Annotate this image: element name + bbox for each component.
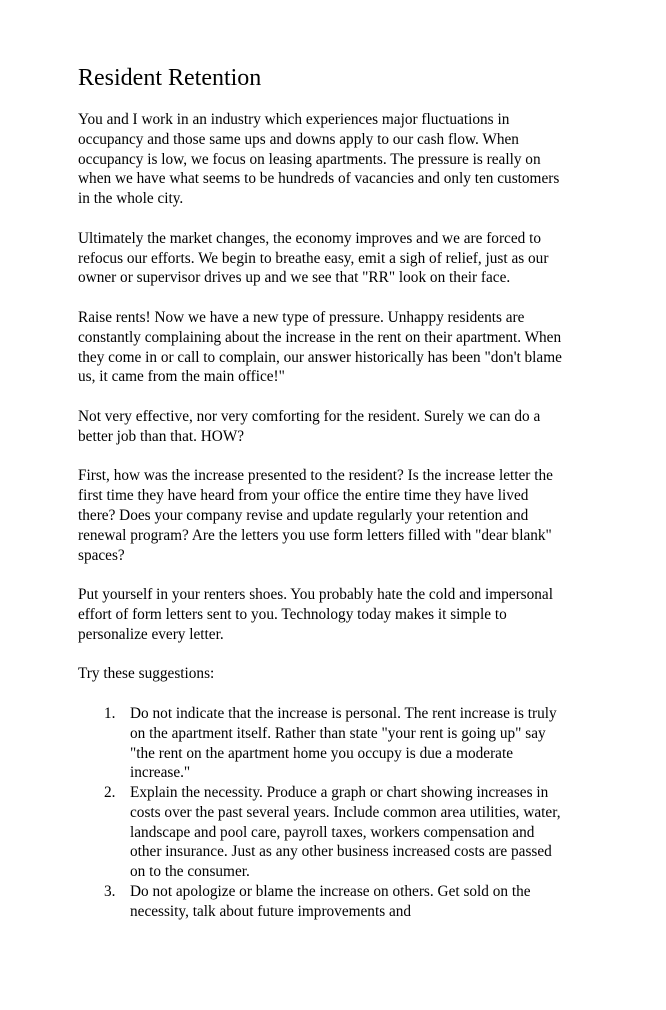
paragraph-not-effective: Not very effective, nor very comforting for the resident. Surely we can do a better job than that. HOW? [78,407,541,445]
list-item [78,704,568,783]
paragraph-try-suggestions: Try these suggestions: [78,665,215,683]
suggestions-list [78,704,568,922]
paragraph-raise-rents: Raise rents! Now we have a new type of pressure. Unhappy residents are constantly complaining about the increase in the rent on their apartment. When they come in or call to complain, our answer historically has been "don't blame us, it came from the main office!" [78,308,562,386]
list-item-number: 1. [104,704,116,722]
list-item [78,783,568,882]
document-page [78,62,568,922]
list-item-number: 3. [104,883,116,901]
list-item-number: 2. [104,784,116,802]
paragraph-intro: You and I work in an industry which experiences major fluctuations in occupancy and those same ups and downs apply to our cash flow. When occupancy is low, we focus on leasing apartments. The pressure is really on when we have what seems to be hundreds of vacancies and only ten customers in the whole city. [78,111,560,208]
list-item-text: Do not apologize or blame the increase on others. Get sold on the necessity, talk about future improvements and [130,883,531,920]
list-item-text: Do not indicate that the increase is personal. The rent increase is truly on the apartment itself. Rather than state "your rent is going up" say "the rent on the apartment home you occupy is due a moderate increase." [130,704,557,782]
list-item [78,882,568,922]
paragraph-renters-shoes: Put yourself in your renters shoes. You probably hate the cold and impersonal effort of form letters sent to you. Technology today makes it simple to personalize every letter. [78,586,553,643]
document-title: Resident Retention [78,65,262,91]
list-item-text: Explain the necessity. Produce a graph or chart showing increases in costs over the past several years. Include common area utilities, water, landscape and pool care, payroll taxes, workers compensation and other insurance. Just as any other business increased costs are passed on to the consumer. [130,784,561,881]
paragraph-first-how: First, how was the increase presented to the resident? Is the increase letter the first time they have heard from your office the entire time they have lived there? Does your company revise and update regularly your retention and renewal program? Are the letters you use form letters filled with "dear blank" spaces? [78,467,553,564]
paragraph-market-changes: Ultimately the market changes, the economy improves and we are forced to refocus our efforts. We begin to breathe easy, emit a sigh of relief, just as our owner or supervisor drives up and we see that "RR" look on their face. [78,229,549,287]
